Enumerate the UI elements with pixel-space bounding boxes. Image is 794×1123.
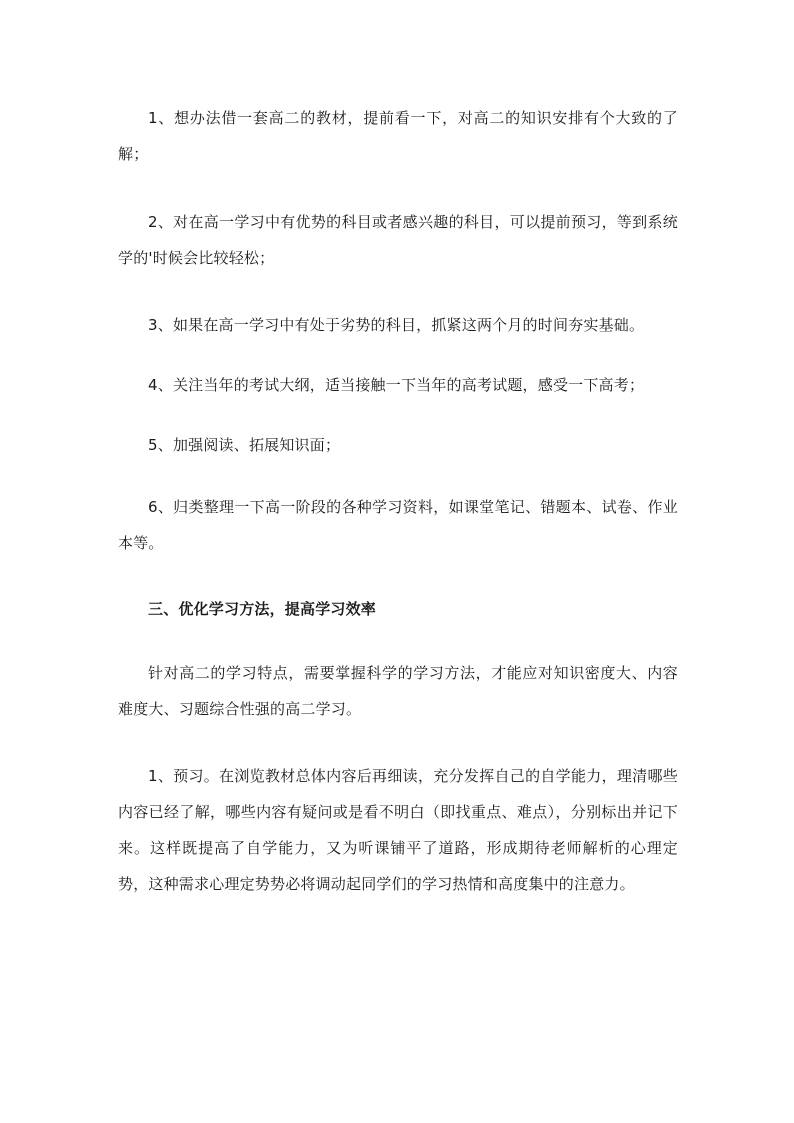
- paragraph-item-3: 3、如果在高一学习中有处于劣势的科目，抓紧这两个月的时间夯实基础。: [148, 316, 645, 334]
- paragraph-item-2: 2、对在高一学习中有优势的科目或者感兴趣的科目，可以提前预习，等到系统学的'时候会比较轻松；: [118, 213, 678, 267]
- paragraph-item-6: 6、归类整理一下高一阶段的各种学习资料，如课堂笔记、错题本、试卷、作业本等。: [118, 498, 678, 552]
- paragraph-item-4: 4、关注当年的考试大纲，适当接触一下当年的高考试题，感受一下高考；: [148, 376, 645, 394]
- intro-paragraph: 针对高二的学习特点，需要掌握科学的学习方法，才能应对知识密度大、内容难度大、习题综合性强的高二学习。: [118, 664, 678, 718]
- preview-paragraph: 1、预习。在浏览教材总体内容后再细读，充分发挥自己的自学能力，理清哪些内容已经了解，哪些内容有疑问或是看不明白（即找重点、难点），分别标出并记下来。这样既提高了自学能力，又为听课铺平了道路，形成期待老师解析的心理定势，这种需求心理定势势必将调动起同学们的学习热情和高度集中的注意力。: [118, 767, 678, 893]
- section-heading: 三、优化学习方法，提高学习效率: [148, 600, 377, 618]
- paragraph-item-5: 5、加强阅读、拓展知识面；: [148, 436, 341, 454]
- paragraph-item-1: 1、想办法借一套高二的教材，提前看一下，对高二的知识安排有个大致的了解；: [118, 109, 678, 163]
